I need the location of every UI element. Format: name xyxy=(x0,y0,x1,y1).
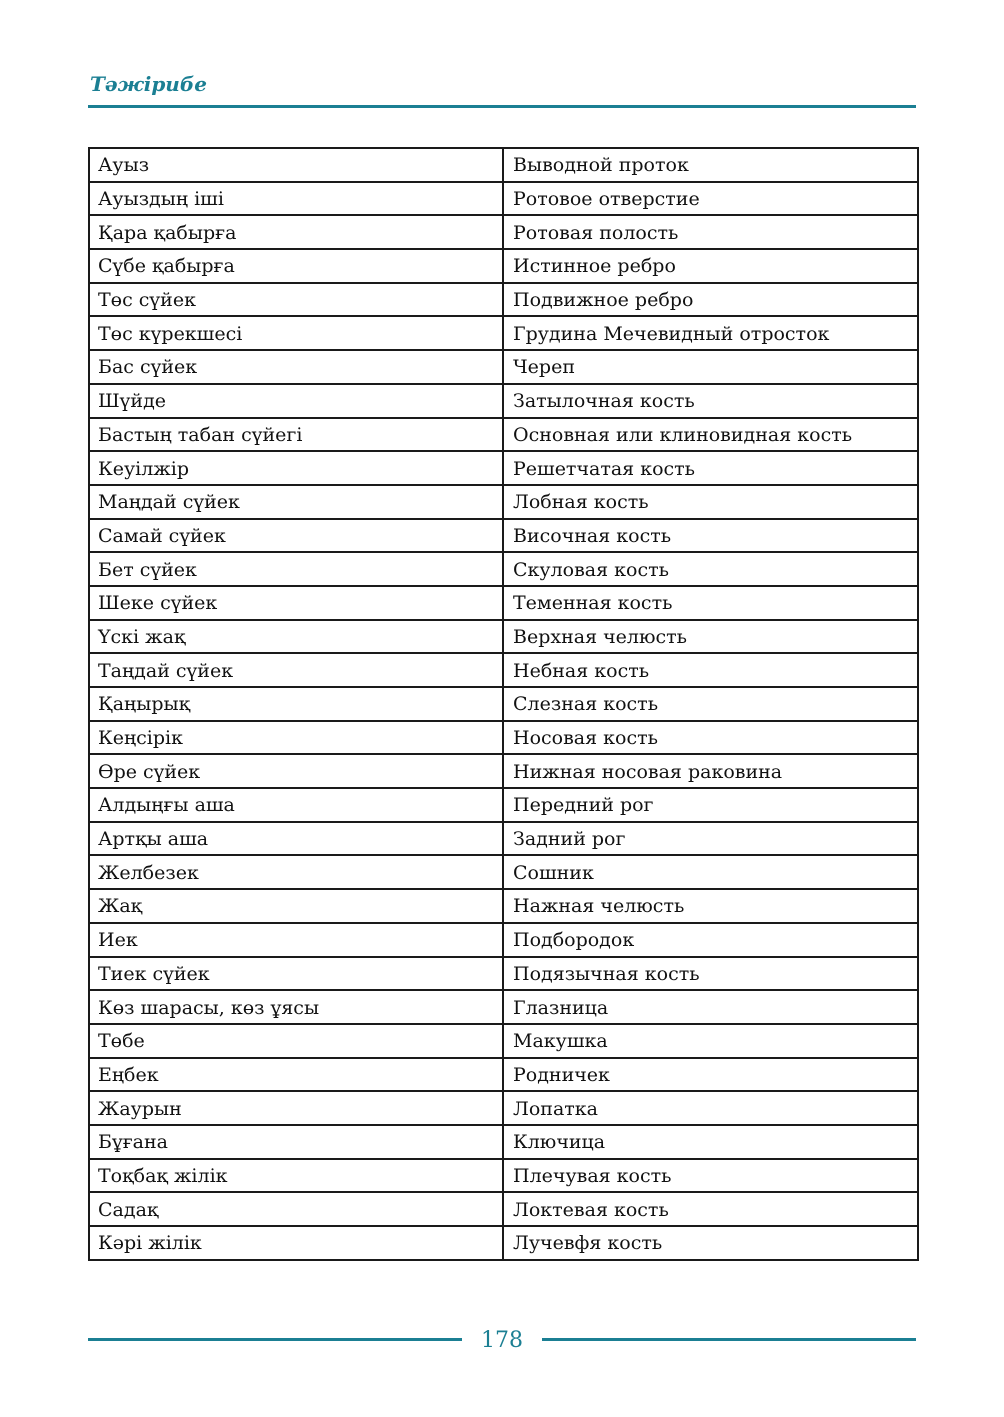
kazakh-term-cell: Өре сүйек xyxy=(89,754,503,788)
header-divider xyxy=(88,105,916,108)
kazakh-term-cell: Бас сүйек xyxy=(89,350,503,384)
table-row xyxy=(89,788,918,822)
kazakh-term-cell: Артқы аша xyxy=(89,822,503,856)
kazakh-term-cell: Жақ xyxy=(89,889,503,923)
table-row xyxy=(89,990,918,1024)
kazakh-term-cell: Шеке сүйек xyxy=(89,586,503,620)
kazakh-term-cell: Кеуілжір xyxy=(89,451,503,485)
russian-term-cell: Лопатка xyxy=(503,1091,918,1125)
kazakh-term-cell: Маңдай сүйек xyxy=(89,485,503,519)
kazakh-term-cell: Ауыздың іші xyxy=(89,182,503,216)
kazakh-term-cell: Жаурын xyxy=(89,1091,503,1125)
kazakh-term-cell: Қара қабырға xyxy=(89,215,503,249)
table-row xyxy=(89,316,918,350)
kazakh-term-cell: Төбе xyxy=(89,1024,503,1058)
russian-term-cell: Плечувая кость xyxy=(503,1159,918,1193)
table-row xyxy=(89,1159,918,1193)
russian-term-cell: Ключица xyxy=(503,1125,918,1159)
russian-term-cell: Истинное ребро xyxy=(503,249,918,283)
russian-term-cell: Верхная челюсть xyxy=(503,620,918,654)
table-row xyxy=(89,687,918,721)
table-row xyxy=(89,350,918,384)
russian-term-cell: Основная или клиновидная кость xyxy=(503,418,918,452)
russian-term-cell: Скуловая кость xyxy=(503,552,918,586)
kazakh-term-cell: Иек xyxy=(89,923,503,957)
table-row xyxy=(89,822,918,856)
russian-term-cell: Височная кость xyxy=(503,519,918,553)
russian-term-cell: Подвижное ребро xyxy=(503,283,918,317)
table-row xyxy=(89,721,918,755)
russian-term-cell: Подязычная кость xyxy=(503,957,918,991)
table-row xyxy=(89,283,918,317)
russian-term-cell: Ротовое отверстие xyxy=(503,182,918,216)
table-row xyxy=(89,1226,918,1260)
russian-term-cell: Ротовая полость xyxy=(503,215,918,249)
russian-term-cell: Глазница xyxy=(503,990,918,1024)
footer-divider-left xyxy=(88,1338,462,1341)
table-row xyxy=(89,552,918,586)
table-row xyxy=(89,519,918,553)
russian-term-cell: Небная кость xyxy=(503,653,918,687)
kazakh-term-cell: Еңбек xyxy=(89,1058,503,1092)
table-row xyxy=(89,148,918,182)
kazakh-term-cell: Кеңсірік xyxy=(89,721,503,755)
kazakh-term-cell: Төс күрекшесі xyxy=(89,316,503,350)
kazakh-term-cell: Бұғана xyxy=(89,1125,503,1159)
table-row xyxy=(89,182,918,216)
russian-term-cell: Грудина Мечевидный отросток xyxy=(503,316,918,350)
kazakh-term-cell: Бет сүйек xyxy=(89,552,503,586)
table-row xyxy=(89,215,918,249)
kazakh-term-cell: Самай сүйек xyxy=(89,519,503,553)
russian-term-cell: Нижная носовая раковина xyxy=(503,754,918,788)
table-row xyxy=(89,485,918,519)
table-row xyxy=(89,586,918,620)
russian-term-cell: Задний рог xyxy=(503,822,918,856)
kazakh-term-cell: Тоқбақ жілік xyxy=(89,1159,503,1193)
table-row xyxy=(89,1024,918,1058)
russian-term-cell: Затылочная кость xyxy=(503,384,918,418)
russian-term-cell: Родничек xyxy=(503,1058,918,1092)
glossary-table-body xyxy=(89,148,918,1260)
kazakh-term-cell: Кәрі жілік xyxy=(89,1226,503,1260)
table-row xyxy=(89,384,918,418)
table-row xyxy=(89,1058,918,1092)
table-row xyxy=(89,1192,918,1226)
table-row xyxy=(89,249,918,283)
table-row xyxy=(89,1125,918,1159)
russian-term-cell: Носовая кость xyxy=(503,721,918,755)
russian-term-cell: Решетчатая кость xyxy=(503,451,918,485)
table-row xyxy=(89,653,918,687)
russian-term-cell: Локтевая кость xyxy=(503,1192,918,1226)
kazakh-term-cell: Сүбе қабырға xyxy=(89,249,503,283)
kazakh-term-cell: Көз шарасы, көз ұясы xyxy=(89,990,503,1024)
kazakh-term-cell: Қаңырық xyxy=(89,687,503,721)
kazakh-term-cell: Шүйде xyxy=(89,384,503,418)
table-row xyxy=(89,923,918,957)
table-row xyxy=(89,418,918,452)
russian-term-cell: Сошник xyxy=(503,855,918,889)
russian-term-cell: Лобная кость xyxy=(503,485,918,519)
russian-term-cell: Теменная кость xyxy=(503,586,918,620)
russian-term-cell: Лучевфя кость xyxy=(503,1226,918,1260)
kazakh-term-cell: Бастың табан сүйегі xyxy=(89,418,503,452)
table-row xyxy=(89,620,918,654)
russian-term-cell: Череп xyxy=(503,350,918,384)
kazakh-term-cell: Таңдай сүйек xyxy=(89,653,503,687)
russian-term-cell: Передний рог xyxy=(503,788,918,822)
table-row xyxy=(89,754,918,788)
table-row xyxy=(89,855,918,889)
russian-term-cell: Подбородок xyxy=(503,923,918,957)
russian-term-cell: Выводной проток xyxy=(503,148,918,182)
russian-term-cell: Слезная кость xyxy=(503,687,918,721)
kazakh-term-cell: Алдыңғы аша xyxy=(89,788,503,822)
kazakh-term-cell: Тиек сүйек xyxy=(89,957,503,991)
kazakh-term-cell: Ауыз xyxy=(89,148,503,182)
russian-term-cell: Нажная челюсть xyxy=(503,889,918,923)
page-number: 178 xyxy=(481,1328,523,1353)
table-row xyxy=(89,889,918,923)
table-row xyxy=(89,957,918,991)
kazakh-term-cell: Желбезек xyxy=(89,855,503,889)
russian-term-cell: Макушка xyxy=(503,1024,918,1058)
table-row xyxy=(89,451,918,485)
kazakh-term-cell: Үскі жақ xyxy=(89,620,503,654)
table-row xyxy=(89,1091,918,1125)
kazakh-term-cell: Садақ xyxy=(89,1192,503,1226)
footer-divider-right xyxy=(542,1338,916,1341)
kazakh-term-cell: Төс сүйек xyxy=(89,283,503,317)
page-header-title: Тәжірибе xyxy=(90,72,208,96)
glossary-table xyxy=(88,147,919,1261)
